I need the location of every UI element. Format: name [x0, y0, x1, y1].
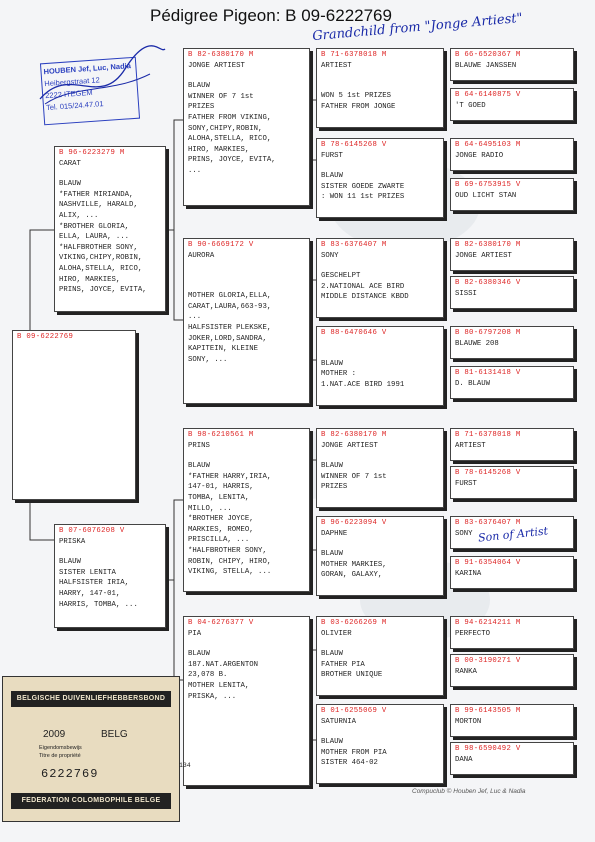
pedigree-line [321, 161, 439, 171]
owner-tel: Tel. 015/24.47.01 [45, 99, 104, 113]
pedigree-line: MOTHER FROM PIA [321, 748, 387, 757]
pedigree-line: WINNER OF 7 1st [321, 472, 387, 481]
gen5-box [450, 704, 574, 737]
pedigree-line: ALOHA,STELLA, RICO, [188, 135, 272, 144]
card-note2: Titre de propriété [39, 753, 81, 759]
ring-number: B 83-6376407 M [321, 241, 387, 249]
ggp-box [316, 516, 444, 596]
pedigree-line [321, 71, 439, 81]
pigeon-name: FURST [455, 479, 477, 488]
pedigree-line: NASHVILLE, HARALD, [59, 201, 138, 210]
ring-number: B 09-6222769 [17, 333, 74, 341]
pedigree-line: HALFSISTER IRIA, [59, 579, 130, 588]
ring-number: B 78-6145268 V [455, 469, 521, 477]
pedigree-line: *HALFBROTHER SONY, [59, 243, 138, 252]
pedigree-line [321, 451, 439, 461]
pedigree-line: WON 5 1st PRIZES [321, 92, 392, 101]
ring-number: B 81-6131418 V [455, 369, 521, 377]
dam-sire-box [183, 428, 310, 592]
ring-number: B 00-3190271 V [455, 657, 521, 665]
pedigree-line: BLAUW [188, 82, 210, 91]
ring-number: B 64-6495103 M [455, 141, 521, 149]
ggp-box [316, 616, 444, 696]
pigeon-name: JONGE ARTIEST [188, 61, 245, 70]
pedigree-line: GESCHELPT [321, 272, 361, 281]
pedigree-line: 23,078 B. [188, 671, 228, 680]
pedigree-line: KAPITEIN, KLEINE [188, 345, 259, 354]
pedigree-line: 147-01, HARRIS, [188, 483, 254, 492]
pedigree-line: BLAUW [321, 738, 343, 747]
pigeon-name: AURORA [188, 251, 215, 260]
owner-street: Heibergstraat 12 [44, 75, 101, 89]
ggp-box [316, 238, 444, 318]
pigeon-name: PERFECTO [455, 629, 491, 638]
pedigree-line: ... [188, 166, 202, 175]
pedigree-line: MOTHER LENITA, [188, 681, 250, 690]
card-number: 6222769 [41, 767, 99, 781]
pigeon-name: ARTIEST [455, 441, 486, 450]
ring-number: B 83-6376407 M [455, 519, 521, 527]
pedigree-line: ROBIN, CHIPY, HIRO, [188, 557, 272, 566]
pedigree-line [59, 169, 161, 179]
gen5-box [450, 88, 574, 121]
pigeon-name: DAPHNE [321, 529, 348, 538]
pedigree-line: MARKIES, ROMEO, [188, 525, 254, 534]
ring-number: B 69-6753915 V [455, 181, 521, 189]
pedigree-line: HARRIS, TOMBA, ... [59, 600, 138, 609]
pedigree-line: SISTER GOEDE ZWARTE [321, 182, 405, 191]
pigeon-name: SONY [321, 251, 339, 260]
subject-box [12, 330, 136, 500]
ggp-box [316, 138, 444, 218]
pedigree-line: BLAUW [321, 650, 343, 659]
owner-city: 2222 ITEGEM [44, 87, 93, 101]
pigeon-name: ARTIEST [321, 61, 352, 70]
pedigree-line: GORAN, GALAXY, [321, 571, 383, 580]
pedigree-line: PRISCILLA, ... [188, 536, 250, 545]
pedigree-line: BROTHER UNIQUE [321, 671, 383, 680]
pedigree-line: MILLO, ... [188, 504, 232, 513]
pedigree-line: VIKING, STELLA, ... [188, 568, 272, 577]
pedigree-line: MOTHER : [321, 370, 357, 379]
pedigree-line: SISTER LENITA [59, 568, 116, 577]
ring-number: B 71-6378018 M [455, 431, 521, 439]
pedigree-line: : WON 11 1st PRIZES [321, 193, 405, 202]
pedigree-line [188, 451, 305, 461]
pedigree-line: HIRO, MARKIES, [188, 145, 250, 154]
pigeon-name: JONGE RADIO [455, 151, 504, 160]
card-bottom-band: FEDERATION COLOMBOPHILE BELGE [11, 793, 171, 809]
pigeon-name: D. BLAUW [455, 379, 491, 388]
ring-card [2, 676, 180, 822]
pigeon-name: JONGE ARTIEST [455, 251, 512, 260]
signature-scribble [30, 44, 170, 114]
page-title: Pédigree Pigeon: B 09-6222769 [150, 6, 392, 25]
ggp-box [316, 428, 444, 508]
card-top-band: BELGISCHE DUIVENLIEFHEBBERSBOND [11, 691, 171, 707]
pedigree-line: BLAUW [188, 462, 210, 471]
pedigree-line: BLAUW [321, 550, 343, 559]
pigeon-name: PRISKA [59, 537, 86, 546]
pigeon-name: KARINA [455, 569, 482, 578]
ring-number: B 90-6669172 V [188, 241, 254, 249]
pigeon-name: SATURNIA [321, 717, 357, 726]
gen5-box [450, 556, 574, 589]
pedigree-line: BLAUW [59, 558, 81, 567]
pedigree-line: FATHER PIA [321, 660, 365, 669]
pedigree-line: 2.NATIONAL ACE BIRD [321, 282, 405, 291]
pigeon-name: PRINS [188, 441, 210, 450]
pigeon-name: BLAUWE 208 [455, 339, 499, 348]
ring-number: B 94-6214211 M [455, 619, 521, 627]
sire-sire-box [183, 48, 310, 206]
pedigree-line [188, 639, 305, 649]
pigeon-name [321, 339, 439, 349]
pedigree-line: *BROTHER GLORIA, [59, 222, 130, 231]
ring-number: B 98-6590492 V [455, 745, 521, 753]
pedigree-line: HALFSISTER PLEKSKE, [188, 323, 272, 332]
pedigree-line [59, 547, 161, 557]
pigeon-name: RANKA [455, 667, 477, 676]
ring-number: B 82-6380170 M [188, 51, 254, 59]
pigeon-name: CARAT [59, 159, 81, 168]
pigeon-name: SISSI [455, 289, 477, 298]
pedigree-line [321, 261, 439, 271]
dam-box [54, 524, 166, 628]
pedigree-line [188, 271, 305, 281]
pedigree-line: PRINS, JOYCE, EVITA, [188, 156, 276, 165]
pedigree-line: PRIZES [321, 483, 348, 492]
ring-number: B 71-6378018 M [321, 51, 387, 59]
pedigree-line [188, 71, 305, 81]
pedigree-line: 1.NAT.ACE BIRD 1991 [321, 380, 405, 389]
footer-credit: Compuclub © Houben Jef, Luc & Nadia [412, 788, 526, 795]
pedigree-line: JOKER,LORD,SANDRA, [188, 334, 267, 343]
pedigree-line: MOTHER MARKIES, [321, 560, 387, 569]
ring-number: B 80-6797208 M [455, 329, 521, 337]
card-country: BELG [101, 729, 128, 740]
pedigree-line: ... [188, 313, 202, 322]
gen5-box [450, 466, 574, 499]
pedigree-line: MIDDLE DISTANCE KBDD [321, 293, 409, 302]
sire-box [54, 146, 166, 312]
pedigree-line: FATHER FROM JONGE [321, 102, 396, 111]
pigeon-name: 'T GOED [455, 101, 486, 110]
ring-number: B 04-6276377 V [188, 619, 254, 627]
ring-number: B 98-6210561 M [188, 431, 254, 439]
pigeon-name: JONGE ARTIEST [321, 441, 378, 450]
ggp-box [316, 326, 444, 406]
pedigree-line [321, 349, 439, 359]
ring-number: B 96-6223279 M [59, 149, 125, 157]
pedigree-line: BLAUW [321, 462, 343, 471]
pigeon-name: SONY [455, 529, 473, 538]
pedigree-line [188, 261, 305, 271]
ring-number: B 66-6520367 M [455, 51, 521, 59]
pedigree-line: PRIZES [188, 103, 215, 112]
pigeon-name: FURST [321, 151, 343, 160]
handwritten-note: Son of Artist [477, 524, 549, 545]
gen5-box [450, 326, 574, 359]
pedigree-line: BLAUW [188, 650, 210, 659]
pedigree-line: *BROTHER JOYCE, [188, 515, 254, 524]
pedigree-line: PRINS, JOYCE, EVITA, [59, 286, 147, 295]
pedigree-line: WINNER OF 7 1st [188, 92, 254, 101]
ring-number: B 78-6145268 V [321, 141, 387, 149]
pedigree-line: ELLA, LAURA, ... [59, 233, 130, 242]
pedigree-line [321, 539, 439, 549]
gen5-box [450, 366, 574, 399]
ring-number: B 82-6380170 M [321, 431, 387, 439]
gen5-box [450, 238, 574, 271]
gen5-box [450, 276, 574, 309]
gen5-box [450, 742, 574, 775]
pedigree-line: BLAUW [321, 359, 343, 368]
owner-name: HOUBEN Jef, Luc, Nadia [43, 61, 132, 77]
gen5-box [450, 138, 574, 171]
pedigree-line: HARRY, 147-01, [59, 589, 121, 598]
pedigree-line [321, 727, 439, 737]
pedigree-line: *FATHER HARRY,IRIA, [188, 472, 272, 481]
pedigree-line: FATHER FROM VIKING, [188, 113, 272, 122]
pedigree-line: ALOHA,STELLA, RICO, [59, 264, 143, 273]
ring-number: B 88-6470646 V [321, 329, 387, 337]
ring-number: B 07-6076208 V [59, 527, 125, 535]
gen5-box [450, 48, 574, 81]
gen5-box [450, 654, 574, 687]
card-note1: Eigendomsbewijs [39, 745, 82, 751]
gen5-box [450, 616, 574, 649]
ring-number: B 01-6255069 V [321, 707, 387, 715]
ggp-box [316, 704, 444, 784]
pedigree-line: 187.NAT.ARGENTON [188, 660, 259, 669]
ring-number: B 96-6223094 V [321, 519, 387, 527]
card-year: 2009 [43, 729, 66, 740]
ring-number: B 82-6380170 M [455, 241, 521, 249]
ggp-box [316, 48, 444, 128]
pedigree-line: SONY,CHIPY,ROBIN, [188, 124, 263, 133]
pigeon-name: OUD LICHT STAN [455, 191, 517, 200]
pigeon-name: DANA [455, 755, 473, 764]
gen5-box [450, 178, 574, 211]
pigeon-name: PIA [188, 629, 202, 638]
pedigree-line: HIRO, MARKIES, [59, 275, 121, 284]
pigeon-name: OLIVIER [321, 629, 352, 638]
pedigree-line: SISTER 464-02 [321, 759, 378, 768]
ring-number: B 03-6266269 M [321, 619, 387, 627]
pedigree-line: *HALFBROTHER SONY, [188, 546, 267, 555]
pedigree-line: *FATHER MIRIANDA, [59, 190, 134, 199]
ring-number: B 99-6143505 M [455, 707, 521, 715]
pedigree-line: SONY, ... [188, 355, 228, 364]
pedigree-line: VIKING,CHIPY,ROBIN, [59, 254, 143, 263]
gen5-box [450, 428, 574, 461]
pedigree-line: PRISKA, ... [188, 692, 237, 701]
sire-dam-box [183, 238, 310, 404]
pigeon-name: BLAUWE JANSSEN [455, 61, 517, 70]
pedigree-line: BLAUW [59, 180, 81, 189]
ring-number: B 82-6380346 V [455, 279, 521, 287]
pedigree-line [188, 281, 305, 291]
side-number: 134 [179, 762, 191, 769]
ring-number: B 64-6140875 V [455, 91, 521, 99]
pedigree-line [321, 639, 439, 649]
pedigree-line: BLAUW [321, 172, 343, 181]
handwritten-note: Grandchild from "Jonge Artiest" [311, 10, 524, 45]
dam-dam-box [183, 616, 310, 786]
pedigree-line: CARAT,LAURA,663-93, [188, 302, 272, 311]
pedigree-line: TOMBA, LENITA, [188, 493, 250, 502]
pedigree-line: MOTHER GLORIA,ELLA, [188, 292, 272, 301]
pedigree-line: ALIX, ... [59, 211, 99, 220]
pedigree-line [321, 81, 439, 91]
pigeon-name: MORTON [455, 717, 482, 726]
ring-number: B 91-6354064 V [455, 559, 521, 567]
